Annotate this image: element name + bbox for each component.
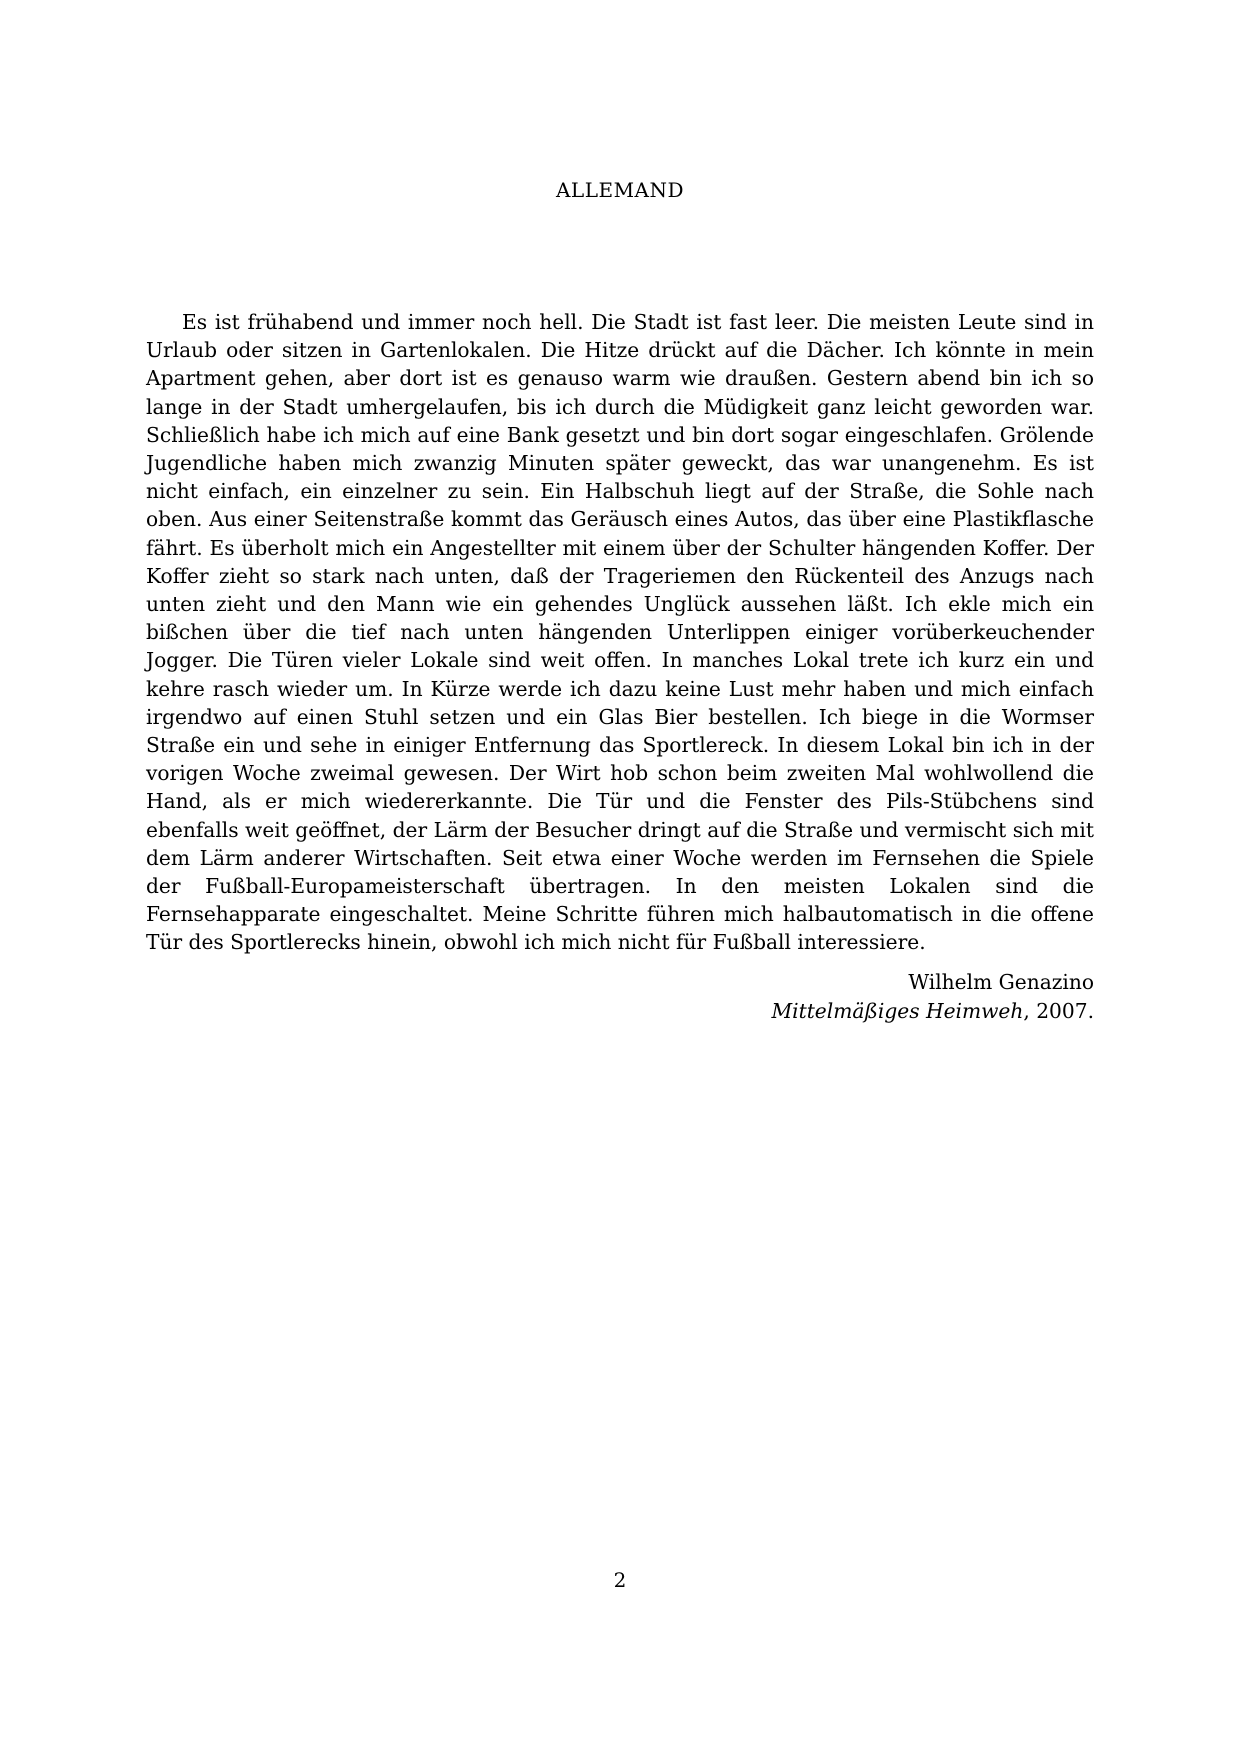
- author-name: Wilhelm Genazino: [908, 970, 1094, 994]
- attribution: [771, 968, 1094, 1026]
- page-heading: ALLEMAND: [555, 178, 685, 202]
- work-title: Mittelmäßiges Heimweh: [771, 999, 1024, 1023]
- page-number: 2: [613, 1568, 627, 1592]
- body-paragraph: Es ist frühabend und immer noch hell. Die Stadt ist fast leer. Die meisten Leute sind in Urlaub oder sitzen in Gartenlokalen. Die Hitze drückt auf die Dächer. Ich könnte in mein Apartment gehen, aber dort ist es genauso warm wie draußen. Gestern abend bin ich so lange in der Stadt umhergelaufen, bis ich durch die Müdigkeit ganz leicht geworden war. Schließlich habe ich mich auf eine Bank gesetzt und bin dort sogar eingeschlafen. Grölende Jugendliche haben mich zwanzig Minuten später geweckt, das war unangenehm. Es ist nicht einfach, ein einzelner zu sein. Ein Halbschuh liegt auf der Straße, die Sohle nach oben. Aus einer Seitenstraße kommt das Geräusch eines Autos, das über eine Plastikflasche fährt. Es überholt mich ein Angestellter mit einem über der Schulter hängenden Koffer. Der Koffer zieht so stark nach unten, daß der Trageriemen den Rückenteil des Anzugs nach unten zieht und den Mann wie ein gehendes Unglück aussehen läßt. Ich ekle mich ein bißchen über die tief nach unten hängenden Unterlippen einiger vorüberkeuchender Jogger. Die Türen vieler Lokale sind weit offen. In manches Lokal trete ich kurz ein und kehre rasch wieder um. In Kürze werde ich dazu keine Lust mehr haben und mich einfach irgendwo auf einen Stuhl setzen und ein Glas Bier bestellen. Ich biege in die Wormser Straße ein und sehe in einiger Entfernung das Sportlereck. In diesem Lokal bin ich in der vorigen Woche zweimal gewesen. Der Wirt hob schon beim zweiten Mal wohlwollend die Hand, als er mich wiedererkannte. Die Tür und die Fenster des Pils-Stübchens sind ebenfalls weit geöffnet, der Lärm der Besucher dringt auf die Straße und vermischt sich mit dem Lärm anderer Wirtschaften. Seit etwa einer Woche werden im Fernsehen die Spiele der Fußball-Europameisterschaft übertragen. In den meisten Lokalen sind die Fernsehapparate eingeschaltet. Meine Schritte führen mich halbautomatisch in die offene Tür des Sportlerecks hinein, obwohl ich mich nicht für Fußball interessiere.: [146, 310, 1094, 955]
- publication-year: , 2007.: [1023, 999, 1094, 1023]
- source-line: [771, 997, 1094, 1026]
